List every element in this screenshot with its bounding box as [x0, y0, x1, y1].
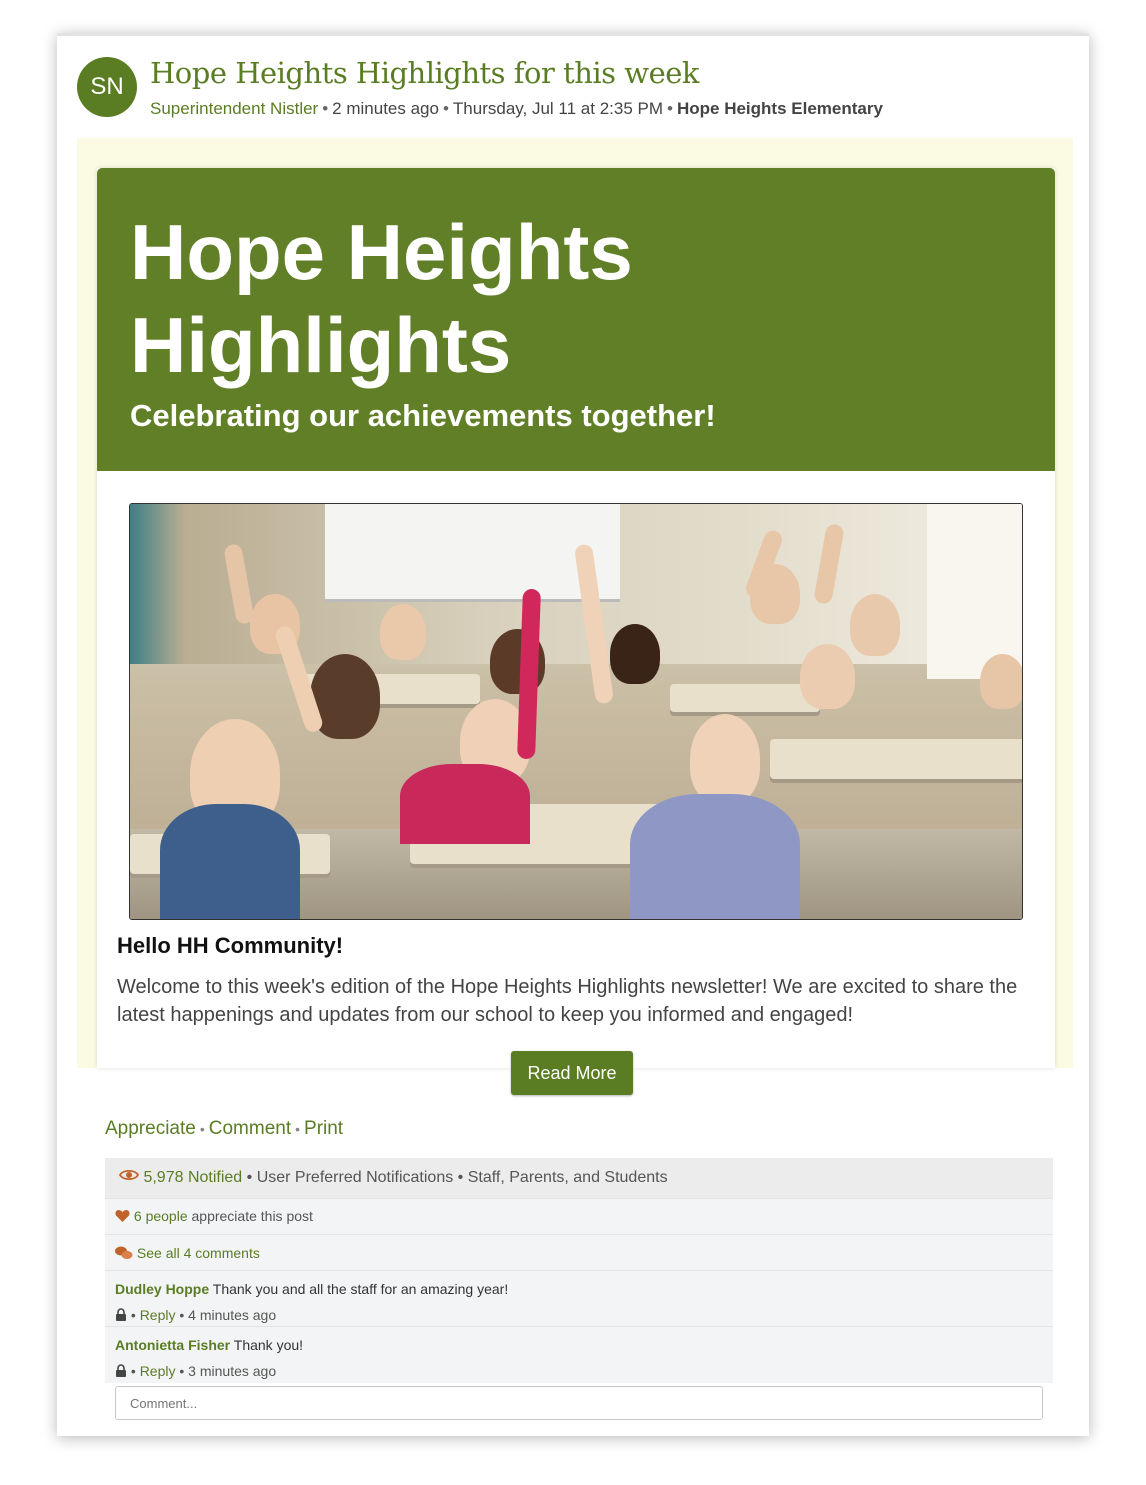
reply-link[interactable]: Reply [139, 1307, 176, 1323]
comment-item [105, 1270, 1053, 1327]
audience: Staff, Parents, and Students [467, 1169, 668, 1187]
action-separator: • [199, 1121, 205, 1137]
newsletter-area [77, 138, 1073, 1068]
comment-text: Thank you and all the staff for an amazing year! [212, 1281, 509, 1297]
notification-type: User Preferred Notifications [256, 1169, 454, 1187]
banner-subtitle: Celebrating our achievements together! [130, 398, 716, 433]
meta-separator: • [130, 1307, 136, 1323]
post-header [77, 54, 1069, 134]
notified-count[interactable]: 5,978 Notified [143, 1169, 243, 1187]
photo-window [927, 504, 1022, 679]
author-link[interactable]: Superintendent Nistler [150, 99, 319, 118]
post-card [57, 33, 1089, 1436]
meta-separator: • [322, 99, 329, 118]
lock-icon [115, 1308, 127, 1324]
newsletter-body [97, 168, 1055, 1068]
posted-date: Thursday, Jul 11 at 2:35 PM [452, 99, 664, 118]
meta-separator: • [442, 99, 449, 118]
intro-paragraph: Welcome to this week's edition of the Hope Heights Highlights newsletter! We are excited to share the latest happenings and updates from our school to keep you informed and engaged! [117, 976, 1018, 1026]
newsletter-banner [97, 168, 1055, 471]
lock-icon [115, 1364, 127, 1380]
posted-ago: 2 minutes ago [332, 99, 439, 118]
photo-student [980, 654, 1023, 709]
greeting-heading: Hello HH Community! [117, 933, 344, 958]
photo-student-shirt [400, 764, 530, 844]
banner-title [130, 206, 830, 392]
comment-time: 3 minutes ago [188, 1363, 277, 1379]
appreciate-link[interactable]: Appreciate [105, 1118, 196, 1139]
meta-separator: • [667, 99, 673, 118]
photo-student [800, 644, 855, 709]
eye-icon [119, 1158, 139, 1198]
reply-link[interactable]: Reply [139, 1363, 176, 1379]
see-all-comments-link[interactable]: See all 4 comments [136, 1245, 260, 1261]
heart-icon [115, 1209, 130, 1226]
photo-student [850, 594, 900, 656]
meta-separator: • [130, 1363, 136, 1379]
engagement-panel [105, 1158, 1053, 1433]
school-name: Hope Heights Elementary [676, 99, 883, 118]
meta-separator: • [179, 1307, 185, 1323]
photo-student-shirt [160, 804, 300, 919]
post-meta [150, 99, 883, 119]
photo-desk [770, 739, 1023, 779]
meta-separator: • [179, 1363, 185, 1379]
banner-title-line1: Hope Heights [130, 208, 633, 296]
comment-input[interactable] [115, 1386, 1043, 1420]
post-actions [105, 1118, 343, 1140]
comment-author[interactable]: Dudley Hoppe [115, 1281, 210, 1297]
notified-bar [105, 1158, 1053, 1198]
photo-desk [670, 684, 820, 712]
classroom-photo [129, 503, 1023, 920]
photo-student [610, 624, 660, 684]
appreciate-suffix: appreciate this post [191, 1208, 313, 1224]
photo-student-shirt [630, 794, 800, 919]
read-more-button[interactable]: Read More [511, 1051, 633, 1095]
photo-student [380, 604, 426, 660]
post-title[interactable]: Hope Heights Highlights for this week [150, 56, 699, 90]
action-separator: • [295, 1121, 301, 1137]
stats-separator: • [246, 1169, 253, 1187]
banner-title-line2: Highlights [130, 301, 512, 389]
see-comments-row [105, 1234, 1053, 1271]
speech-bubbles-icon [115, 1246, 133, 1263]
stats-separator: • [457, 1169, 464, 1187]
photo-student [690, 714, 760, 804]
avatar[interactable]: SN [77, 57, 137, 117]
comment-link[interactable]: Comment [208, 1118, 292, 1139]
appreciate-row [105, 1198, 1053, 1235]
comment-item [105, 1326, 1053, 1383]
appreciate-count[interactable]: 6 people [133, 1208, 188, 1224]
comment-time: 4 minutes ago [188, 1307, 277, 1323]
comment-author[interactable]: Antonietta Fisher [115, 1337, 231, 1353]
print-link[interactable]: Print [304, 1118, 344, 1139]
comment-text: Thank you! [233, 1337, 304, 1353]
